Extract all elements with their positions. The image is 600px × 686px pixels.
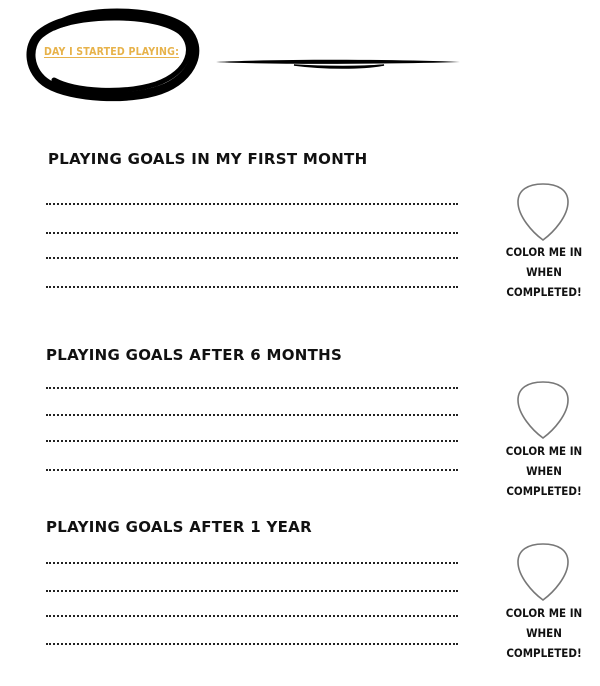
- guitar-pick-icon[interactable]: [514, 540, 572, 604]
- pick-caption: COLOR ME IN WHEN COMPLETED!: [505, 606, 583, 660]
- goal-line[interactable]: [46, 469, 458, 471]
- day-started-label: DAY I STARTED PLAYING:: [44, 46, 180, 58]
- goal-line[interactable]: [46, 615, 458, 617]
- goal-line[interactable]: [46, 203, 458, 205]
- goal-line[interactable]: [46, 232, 458, 234]
- date-entry-line[interactable]: [214, 54, 462, 74]
- goal-line[interactable]: [46, 387, 458, 389]
- goal-line[interactable]: [46, 562, 458, 564]
- goal-line[interactable]: [46, 414, 458, 416]
- goal-line[interactable]: [46, 590, 458, 592]
- pick-caption: COLOR ME IN WHEN COMPLETED!: [505, 444, 583, 498]
- section-heading-first-month: PLAYING GOALS IN MY FIRST MONTH: [48, 150, 368, 168]
- section-heading-1-year: PLAYING GOALS AFTER 1 YEAR: [46, 518, 312, 536]
- guitar-pick-icon[interactable]: [514, 378, 572, 442]
- goal-line[interactable]: [46, 440, 458, 442]
- goal-line[interactable]: [46, 286, 458, 288]
- goal-line[interactable]: [46, 643, 458, 645]
- pick-caption: COLOR ME IN WHEN COMPLETED!: [505, 245, 583, 299]
- guitar-pick-icon[interactable]: [514, 180, 572, 244]
- goal-line[interactable]: [46, 257, 458, 259]
- section-heading-6-months: PLAYING GOALS AFTER 6 MONTHS: [46, 346, 343, 364]
